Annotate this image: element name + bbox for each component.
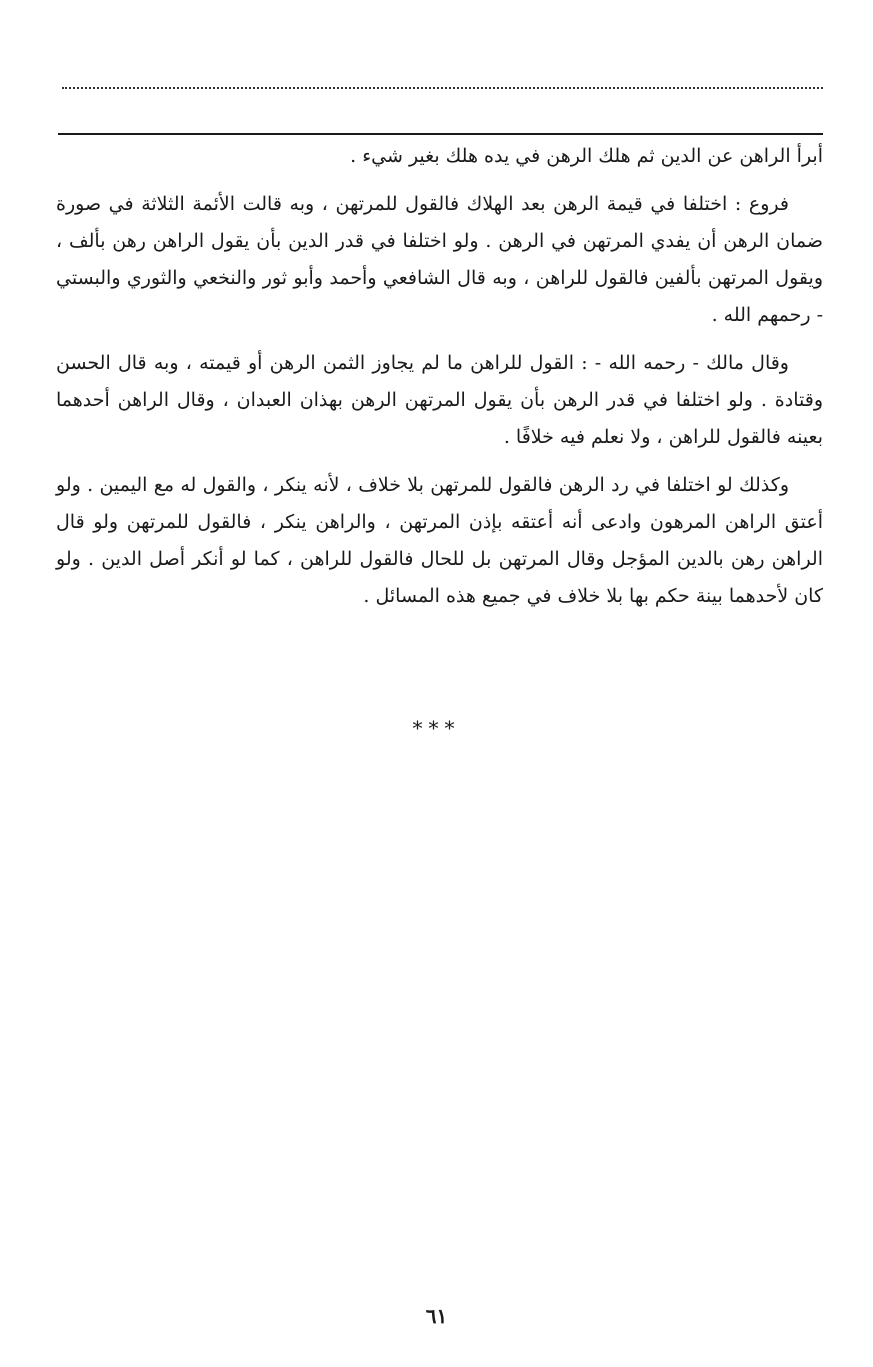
paragraph-3: وقال مالك - رحمه الله - : القول للراهن ما لم يجاوز الثمن الرهن أو قيمته ، وبه قال الحسن وقتادة . ولو اختلفا في قدر الرهن بأن يقول المرتهن الرهن بهذان العبدان ، وقال الراهن أحدهما بعينه فالقول للراهن ، ولا نعلم فيه خلافًا . — [56, 352, 823, 448]
section-separator: *** — [412, 716, 461, 740]
header-solid-rule — [58, 133, 823, 135]
paragraph-2: فروع : اختلفا في قيمة الرهن بعد الهلاك فالقول للمرتهن ، وبه قالت الأئمة الثلاثة في صورة ضمان الرهن أن يفدي المرتهن في الرهن . ولو اختلفا في قدر الدين بأن يقول الراهن رهن بألف ، ويقول المرتهن بألفين فالقول للراهن ، وبه قال الشافعي وأحمد وأبو ثور والنخعي والثوري والبستي - رحمهم الله . — [56, 193, 823, 326]
header-dotted-rule — [62, 87, 823, 89]
body-text — [56, 138, 823, 626]
paragraph-1: أبرأ الراهن عن الدين ثم هلك الرهن في يده هلك بغير شيء . — [350, 145, 823, 167]
page-number: ٦١ — [425, 1304, 448, 1328]
paragraph-4: وكذلك لو اختلفا في رد الرهن فالقول للمرتهن بلا خلاف ، لأنه ينكر ، والقول له مع اليمين . ولو أعتق الراهن المرهون وادعى أنه أعتقه بإذن المرتهن ، والراهن ينكر ، فالقول للمرتهن ولو قال الراهن رهن بالدين المؤجل وقال المرتهن بل للحال فالقول للراهن ، كما لو أنكر أصل الدين . ولو كان لأحدهما بينة حكم بها بلا خلاف في جميع هذه المسائل . — [56, 474, 823, 607]
